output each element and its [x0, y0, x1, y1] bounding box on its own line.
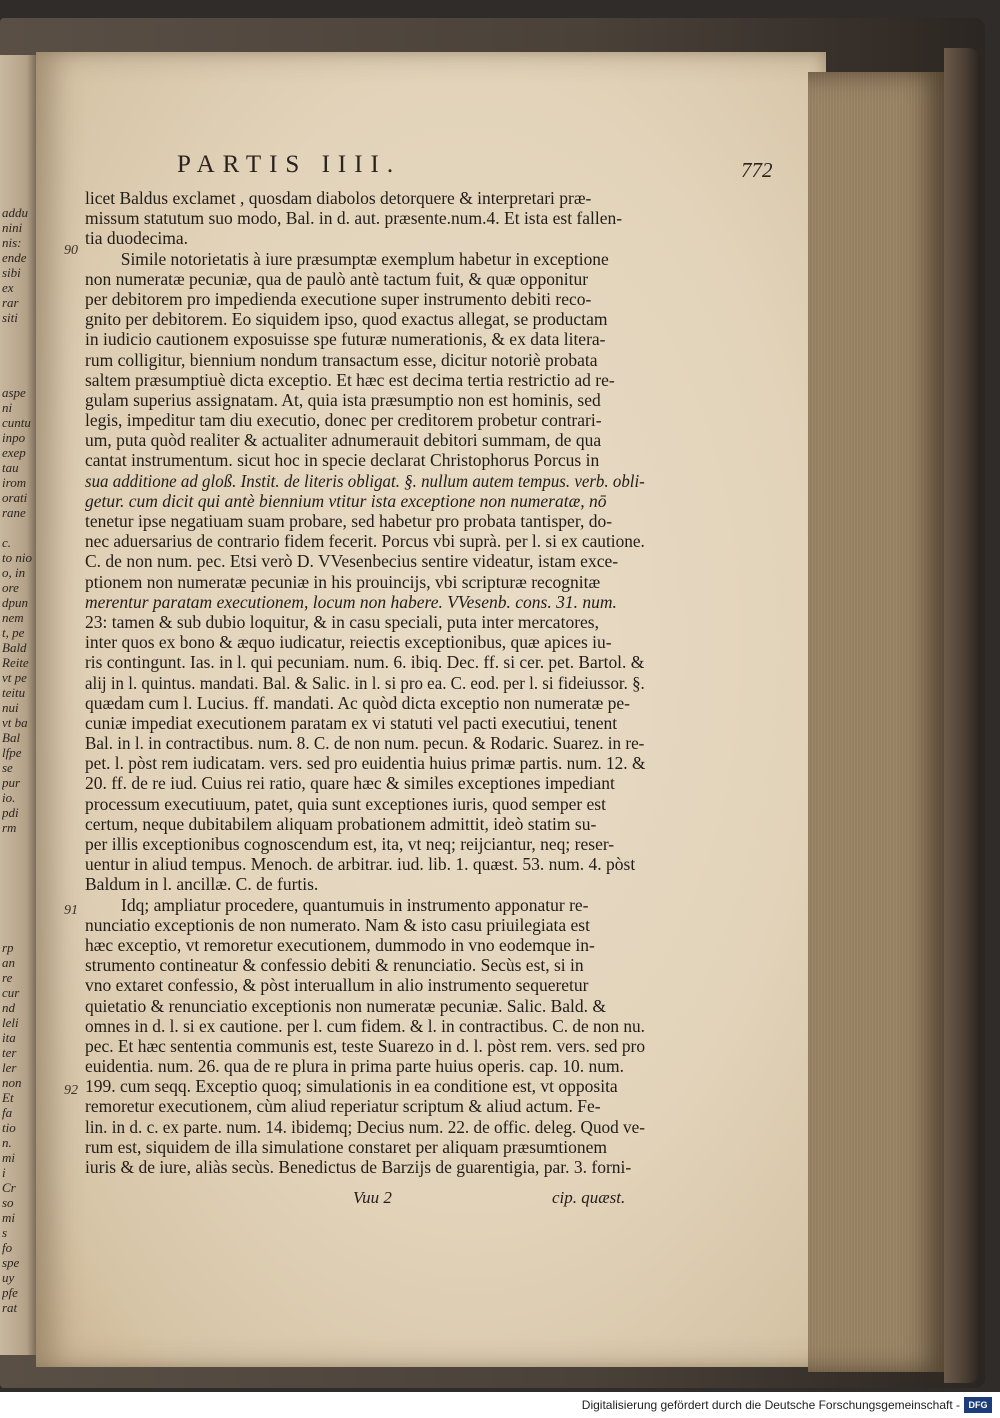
- left-page-fragment: to nio: [2, 550, 32, 565]
- body-text: [85, 188, 645, 1177]
- catchword: cip. quæst.: [552, 1188, 626, 1207]
- signature-mark: Vuu 2: [353, 1188, 392, 1207]
- left-page-fragment: fa: [2, 1105, 13, 1120]
- left-page-fragment: exep: [2, 445, 26, 460]
- left-page-fragment: addu: [2, 205, 28, 220]
- text-line: um, puta quòd realiter & actualiter adnumerauit debitori summam, de qua: [85, 430, 602, 451]
- text-line: vno extaret confessio, & pòst interuallum in alio instrumento sequeretur: [85, 975, 589, 996]
- text-line: euidentia. num. 26. qua de re plura in prima parte huius operis. cap. 10. num.: [85, 1056, 624, 1077]
- text-line: merentur paratam executionem, locum non habere. VVesenb. cons. 31. num.: [85, 591, 617, 612]
- left-page-fragment: s: [2, 1225, 8, 1240]
- text-line: getur. cum dicit qui antè biennium vtitur ista exceptione non numeratæ, nō: [85, 490, 607, 511]
- page-number: 772: [741, 158, 773, 182]
- left-page-fragment: ita: [2, 1030, 16, 1045]
- text-line: cuniæ impediat executionem paratam ex vi statuti vel pacti executiui, tenent: [85, 712, 618, 733]
- text-line: in iudicio cautionem exposuisse spe futuræ numerationis, & ex data litera-: [85, 329, 606, 350]
- dfg-logo: DFG: [964, 1397, 992, 1413]
- left-page-fragment: n.: [2, 1135, 12, 1150]
- left-page-fragment: mi: [2, 1150, 15, 1165]
- left-page-fragment: ore: [2, 580, 19, 595]
- book-fore-edge-cover: [944, 48, 980, 1383]
- left-page-fragment: [2, 895, 38, 910]
- left-page-fragment: rane: [2, 505, 26, 520]
- left-page-fragment: rat: [2, 1300, 18, 1315]
- left-page-fragment: Et: [2, 1090, 14, 1105]
- text-line: tia duodecima.: [85, 228, 189, 249]
- left-page-fragment: [2, 340, 38, 355]
- text-line: gulam superius assignatam. At, quia ista præsumptio non est hominis, sed: [85, 389, 601, 410]
- left-page-fragment: mi: [2, 1210, 15, 1225]
- left-page-fragment: [2, 325, 38, 340]
- left-page-fragment: se: [2, 760, 13, 775]
- left-page-edge: [0, 55, 38, 1355]
- credit-bar: [0, 1392, 1000, 1418]
- left-page-fragment: inpo: [2, 430, 26, 445]
- left-page-fragment: pdi: [2, 805, 19, 820]
- left-page-fragment: nui: [2, 700, 19, 715]
- text-line: tenetur ipse negatiuam suam probare, sed habetur pro probata tantisper, do-: [85, 511, 613, 531]
- left-page-fragment: pur: [2, 775, 21, 790]
- text-line: licet Baldus exclamet , quosdam diabolos detorquere & interpretari præ-: [85, 188, 592, 208]
- text-line: ptionem non numeratæ pecuniæ in his prouincijs, vbi scripturæ recognitæ: [85, 571, 601, 592]
- text-line: rum est, siquidem de illa simulatione constaret per aliquam præsumtionem: [85, 1136, 607, 1157]
- left-page-fragment: pfe: [2, 1285, 18, 1300]
- text-line: nunciatio exceptionis de non numerato. Nam & isto casu priuilegiata est: [85, 914, 590, 935]
- left-page-fragment: fo: [2, 1240, 13, 1255]
- margin-number-90: 90: [64, 243, 78, 258]
- text-line: C. de non num. pec. Etsi verò D. VVesenbecius sentire videatur, istam exce-: [85, 551, 619, 572]
- text-line: remoretur executionem, cùm aliud reperiatur scriptum & aliud actum. Fe-: [85, 1096, 601, 1117]
- text-line: per illis exceptionibus cognoscendum est, ita, vt neq; reijciantur, neq; reser-: [85, 834, 615, 854]
- text-line: legis, impeditur tam diu executio, donec per creditorem probetur contrari-: [85, 410, 602, 431]
- left-page-fragment: re: [2, 970, 13, 985]
- left-page-fragment: siti: [2, 310, 18, 325]
- left-page-fragment: Bald: [2, 640, 27, 655]
- left-page-fragment: vt pe: [2, 670, 27, 685]
- text-line: non numeratæ pecuniæ, qua de paulò antè tactum fuit, & quæ opponitur: [85, 268, 589, 289]
- text-line: hæc exceptio, vt remoretur executionem, dummodo in vno eodemque in-: [85, 934, 595, 955]
- text-line: quietatio & renunciatio exceptionis non numeratæ pecuniæ. Salic. Bald. &: [85, 995, 606, 1016]
- left-page-fragment: [2, 835, 38, 850]
- left-page-fragment: nini: [2, 220, 23, 235]
- left-page-fragment: rar: [2, 295, 19, 310]
- left-page-fragment: [2, 880, 38, 895]
- text-line: Simile notorietatis à iure præsumptæ exemplum habetur in exceptione: [120, 248, 609, 269]
- left-page-fragment: ni: [2, 400, 13, 415]
- left-page-fragment: nis:: [2, 235, 22, 250]
- text-line: strumento contineatur & confessio debiti & renunciatio. Secùs est, si in: [85, 955, 584, 976]
- left-page-fragment: ende: [2, 250, 27, 265]
- left-page-fragment: nem: [2, 610, 24, 625]
- text-line: inter quos ex bono & æquo iudicatur, reiectis exceptionibus, quæ apices iu-: [85, 632, 612, 653]
- left-page-fragment: tio: [2, 1120, 16, 1135]
- left-page-fragment: [2, 520, 38, 535]
- text-line: saltem præsumptiuè dicta exceptio. Et hæc est decima tertia restrictio ad re-: [85, 369, 615, 390]
- left-page-fragment: [2, 370, 38, 385]
- text-line: missum statutum suo modo, Bal. in d. aut. præsente.num.4. Et ista est fallen-: [85, 208, 623, 229]
- text-line: ris contingunt. Ias. in l. qui pecuniam. num. 6. ibiq. Dec. ff. si cer. pet. Bartol. &: [85, 652, 645, 673]
- left-page-fragment: [2, 355, 38, 370]
- left-page-fragment: nd: [2, 1000, 15, 1015]
- left-page-fragment: dpun: [2, 595, 28, 610]
- text-line: rum colligitur, biennium nondum transactum esse, dicitur notoriè probata: [85, 349, 598, 370]
- text-line: cantat instrumentum. sicut hoc in specie declarat Christophorus Porcus in: [85, 450, 600, 471]
- left-page-fragment: cuntu: [2, 415, 31, 430]
- text-line: pet. l. pòst rem iudicatam. vers. sed pro euidentia huius primæ partis. num. 12. &: [85, 753, 646, 774]
- left-page-fragment: tau: [2, 460, 19, 475]
- left-page-fragment: irom: [2, 475, 27, 490]
- running-head: PARTIS IIII.: [177, 151, 402, 178]
- credit-text: Digitalisierung gefördert durch die Deutsche Forschungsgemeinschaft -: [581, 1398, 960, 1412]
- left-page-fragment: Bal: [2, 730, 21, 745]
- text-line: iuris & de iure, aliàs secùs. Benedictus de Barzijs de guarentigia, par. 3. forni-: [85, 1157, 632, 1177]
- left-page-fragment: o, in: [2, 565, 26, 580]
- text-line: gnito per debitorem. Eo siquidem ipso, quod exactus allegat, se productam: [85, 309, 608, 330]
- left-page-fragment: teitu: [2, 685, 26, 700]
- left-page-fragment: lfpe: [2, 745, 22, 760]
- text-line: certum, neque dubitabilem aliquam probationem admittit, ideò statim su-: [85, 813, 597, 834]
- left-page-fragment: leli: [2, 1015, 19, 1030]
- left-page-fragments: [2, 205, 38, 1315]
- left-page-fragment: sibi: [2, 265, 21, 280]
- left-page-fragment: spe: [2, 1255, 20, 1270]
- text-line: pec. Et hæc sententia communis est, teste Suarezo in d. l. pòst rem. vers. sed pro: [85, 1035, 646, 1056]
- text-line: alij in l. quintus. mandati. Bal. & Salic. in l. si pro ea. C. eod. per l. si fideiussor. §.: [85, 672, 645, 693]
- left-page-fragment: io.: [2, 790, 16, 805]
- left-page-fragment: ter: [2, 1045, 17, 1060]
- left-page-fragment: [2, 850, 38, 865]
- text-line: quædam cum l. Lucius. ff. mandati. Ac quòd dicta exceptio non numeratæ pe-: [85, 692, 630, 713]
- margin-number-92: 92: [64, 1083, 78, 1098]
- left-page-fragment: i: [2, 1165, 6, 1180]
- left-page-fragment: so: [2, 1195, 14, 1210]
- text-line: lin. in d. c. ex parte. num. 14. ibidemq; Decius num. 22. de offic. deleg. Quod ve-: [85, 1116, 645, 1137]
- left-page-fragment: cur: [2, 985, 20, 1000]
- text-line: uentur in aliud tempus. Menoch. de arbitrar. iud. lib. 1. quæst. 53. num. 4. pòst: [85, 854, 636, 875]
- text-line: 199. cum seqq. Exceptio quoq; simulationis in ea conditione est, vt opposita: [85, 1076, 618, 1097]
- left-page-fragment: aspe: [2, 385, 26, 400]
- left-page-fragment: Cr: [2, 1180, 16, 1195]
- text-line: 23: tamen & sub dubio loquitur, & in casu speciali, puta inter mercatores,: [85, 611, 599, 632]
- text-line: processum executiuum, patet, quia sunt exceptiones iuris, quod semper est: [85, 793, 606, 814]
- text-line: sua additione ad gloß. Instit. de literis obligat. §. nullum autem tempus. verb. obli-: [85, 470, 645, 491]
- left-page-fragment: [2, 865, 38, 880]
- left-page-fragment: orati: [2, 490, 28, 505]
- left-page-fragment: c.: [2, 535, 12, 550]
- left-page-fragment: uy: [2, 1270, 15, 1285]
- left-page-fragment: non: [2, 1075, 22, 1090]
- left-page-fragment: ler: [2, 1060, 17, 1075]
- left-page-fragment: [2, 925, 38, 940]
- text-line: 20. ff. de re iud. Cuius rei ratio, quare hæc & similes exceptiones impediant: [85, 773, 615, 794]
- left-page-fragment: Reite: [2, 655, 29, 670]
- left-page-fragment: an: [2, 955, 15, 970]
- left-page-fragment: t, pe: [2, 625, 25, 640]
- text-line: per debitorem pro impedienda executione super instrumento debiti reco-: [85, 288, 592, 309]
- left-page-fragment: ex: [2, 280, 14, 295]
- left-page-fragment: [2, 910, 38, 925]
- text-line: nec aduersarius de contrario fidem fecerit. Porcus vbi suprà. per l. si ex cautione.: [85, 531, 645, 552]
- text-line: Bal. in l. in contractibus. num. 8. C. de non num. pecun. & Rodaric. Suarez. in re-: [85, 733, 645, 754]
- page-block-edges: [808, 72, 948, 1372]
- margin-number-91: 91: [64, 903, 78, 918]
- text-line: Baldum in l. ancillæ. C. de furtis.: [85, 874, 319, 895]
- left-page-fragment: rp: [2, 940, 14, 955]
- left-page-fragment: rm: [2, 820, 17, 835]
- text-line: Idq; ampliatur procedere, quantumuis in instrumento apponatur re-: [121, 894, 589, 915]
- left-page-fragment: vt ba: [2, 715, 28, 730]
- text-line: omnes in d. l. si ex cautione. per l. cum fidem. & l. in contractibus. C. de non nu.: [85, 1015, 645, 1036]
